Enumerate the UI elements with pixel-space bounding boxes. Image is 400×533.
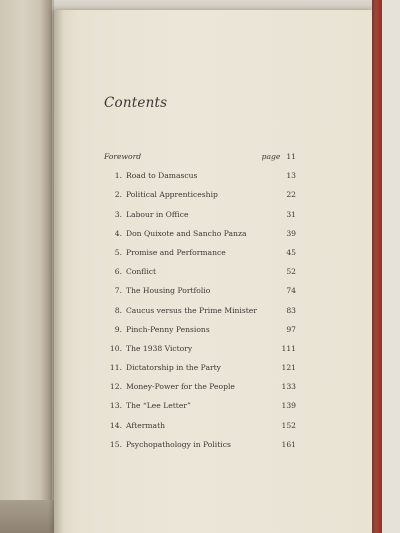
toc-entry-label <box>104 267 156 276</box>
chapter-page-number: 139 <box>281 401 296 411</box>
chapter-number: 9. <box>114 324 122 334</box>
chapter-page-number: 111 <box>281 343 296 353</box>
chapter-title: Conflict <box>126 267 157 277</box>
chapter-title: Political Apprenticeship <box>126 190 218 200</box>
toc-entry-row <box>104 267 296 286</box>
chapter-page-number: 161 <box>281 439 296 449</box>
chapter-number: 14. <box>109 420 122 430</box>
toc-entry-label <box>104 190 218 199</box>
red-cover-edge <box>372 0 382 533</box>
page-word: page <box>261 152 281 161</box>
toc-entry-row <box>104 190 296 209</box>
toc-entry-row <box>104 325 296 344</box>
chapter-page-number: 31 <box>286 209 296 219</box>
chapter-number: 3. <box>114 209 122 219</box>
chapter-title: Caucus versus the Prime Minister <box>126 305 257 315</box>
toc-entry-row <box>104 421 296 440</box>
chapter-number: 6. <box>114 267 122 277</box>
chapter-number: 1. <box>114 171 122 181</box>
toc-entry-row <box>104 363 296 382</box>
chapter-title: Road to Damascus <box>126 171 198 181</box>
chapter-page-number: 45 <box>286 247 296 257</box>
chapter-title: Dictatorship in the Party <box>126 363 221 373</box>
foreword-label: Foreword <box>104 152 142 161</box>
toc-entry-row <box>104 229 296 248</box>
chapter-number: 10. <box>109 343 122 353</box>
toc-entry-row <box>104 306 296 325</box>
chapter-number: 8. <box>114 305 122 315</box>
chapter-page-number: 74 <box>286 286 296 296</box>
toc-entry-label <box>104 210 188 219</box>
toc-entry-label <box>104 229 246 238</box>
chapter-number: 15. <box>109 439 122 449</box>
toc-entry-row <box>104 286 296 305</box>
chapter-number: 4. <box>114 228 122 238</box>
chapter-number: 11. <box>109 363 122 373</box>
chapter-title: The “Lee Letter” <box>126 401 191 411</box>
toc-entry-row <box>104 440 296 459</box>
toc-entry-label <box>104 248 226 257</box>
chapter-page-number: 13 <box>286 171 296 181</box>
toc-entry-row <box>104 344 296 363</box>
chapter-page-number: 152 <box>281 420 296 430</box>
chapter-page-number: 39 <box>286 228 296 238</box>
chapter-page-number: 52 <box>286 267 296 277</box>
toc-entry-row <box>104 171 296 190</box>
toc-entry-label <box>104 382 235 391</box>
chapter-number: 7. <box>114 286 122 296</box>
foreword-page <box>262 152 296 161</box>
toc-entry-row <box>104 248 296 267</box>
page-title: Contents <box>104 95 168 111</box>
toc-entry-label <box>104 171 197 180</box>
chapter-title: Aftermath <box>126 420 166 430</box>
toc-entry-label <box>104 363 221 372</box>
toc-entry-row <box>104 382 296 401</box>
chapter-number: 2. <box>114 190 122 200</box>
toc-entry-label <box>104 421 165 430</box>
chapter-title: Promise and Performance <box>126 247 226 257</box>
chapter-title: The Housing Portfolio <box>126 286 211 296</box>
toc-entry-label <box>104 286 210 295</box>
chapter-title: Pinch-Penny Pensions <box>126 324 210 334</box>
background-surface <box>382 0 400 533</box>
chapter-number: 12. <box>109 382 122 392</box>
chapter-title: Psychopathology in Politics <box>126 439 231 449</box>
toc-entry-label <box>104 325 210 334</box>
toc-entries <box>104 171 296 459</box>
chapter-page-number: 22 <box>286 190 296 200</box>
chapter-title: Labour in Office <box>126 209 189 219</box>
table-of-contents <box>104 152 296 459</box>
toc-entry-label <box>104 344 192 353</box>
chapter-title: Don Quixote and Sancho Panza <box>126 228 247 238</box>
toc-entry-label <box>104 306 257 315</box>
chapter-page-number: 83 <box>286 305 296 315</box>
chapter-page-number: 97 <box>286 324 296 334</box>
chapter-title: The 1938 Victory <box>126 343 193 353</box>
chapter-title: Money-Power for the People <box>126 382 235 392</box>
page-fold-shadow <box>54 10 64 533</box>
foreword-page-number: 11 <box>286 152 296 161</box>
toc-entry-label <box>104 401 191 410</box>
chapter-page-number: 121 <box>281 363 296 373</box>
chapter-number: 13. <box>109 401 122 411</box>
toc-entry-label <box>104 440 231 449</box>
toc-entry-row <box>104 401 296 420</box>
chapter-number: 5. <box>114 247 122 257</box>
top-cover-edge <box>54 0 382 10</box>
toc-entry-row <box>104 210 296 229</box>
chapter-page-number: 133 <box>281 382 296 392</box>
toc-foreword-row <box>104 152 296 171</box>
